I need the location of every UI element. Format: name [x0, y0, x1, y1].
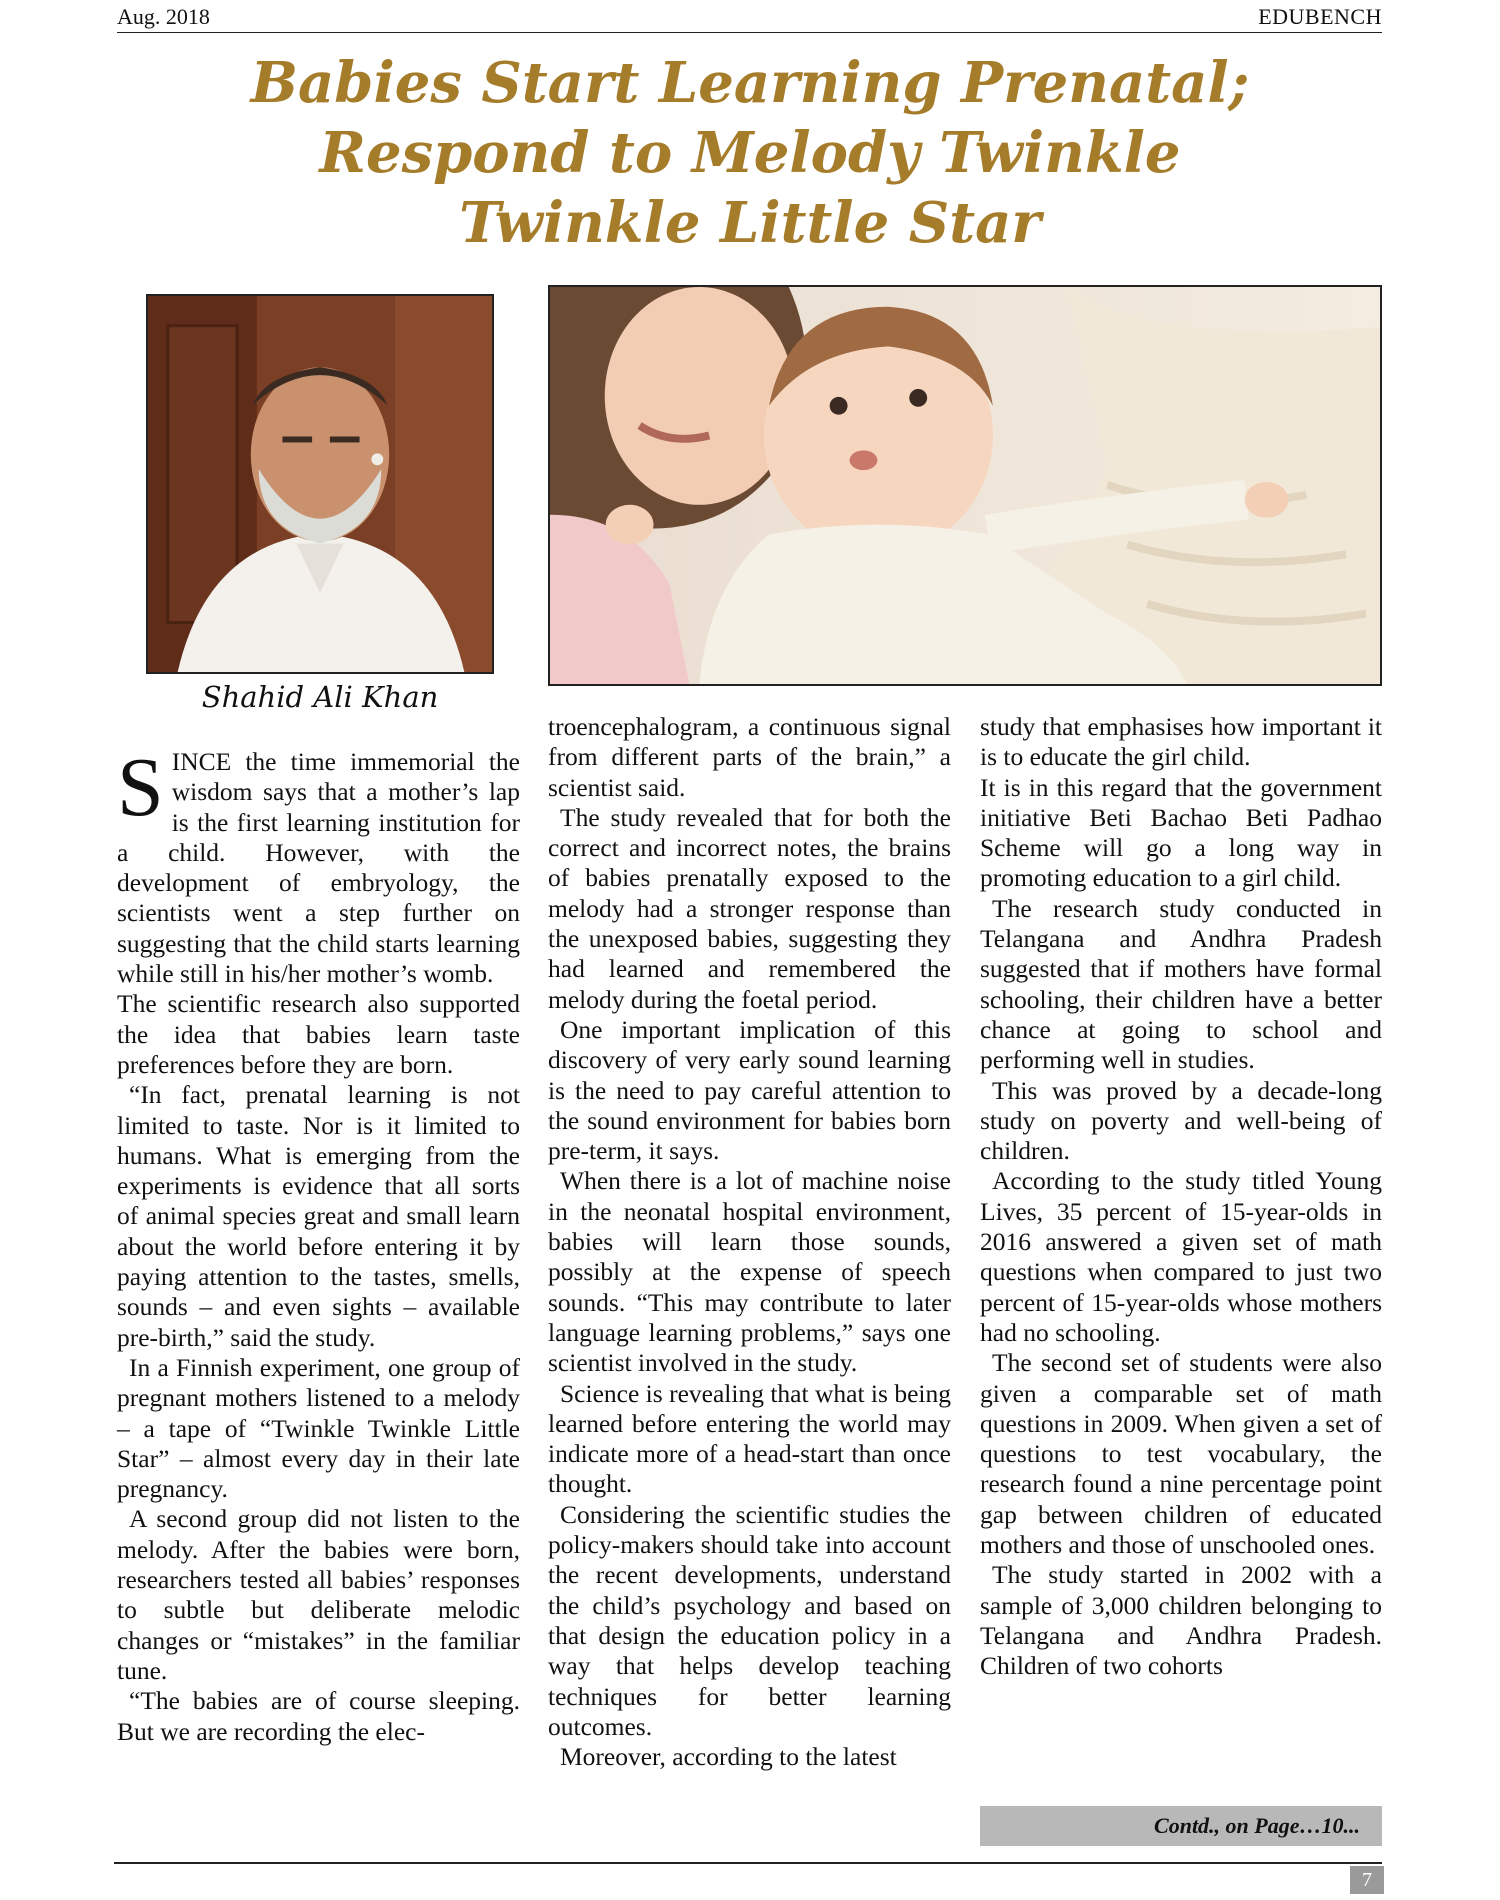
- paragraph: The study started in 2002 with a sample of 3,000 children belonging to Telangana and Andhra Pradesh. Children of two cohorts: [980, 1560, 1382, 1681]
- paragraph: One important implication of this discovery of very early sound learning is the need to pay careful attention to the sound environment for babies born pre-term, it says.: [548, 1014, 951, 1166]
- paragraph: troencephalogram, a continuous signal from different parts of the brain,” a scientist said.: [548, 712, 951, 802]
- paragraph: A second group did not listen to the melody. After the babies were born, researchers tested all babies’ responses to subtle but deliberate melodic changes or “mistakes” in the familiar tune.: [117, 1504, 520, 1685]
- title-line: Respond to Melody Twinkle: [319, 120, 1181, 186]
- paragraph: In a Finnish experiment, one group of pregnant mothers listened to a melody – a tape of “Twinkle Twinkle Little Star” – almost every day in their late pregnancy.: [117, 1352, 520, 1504]
- mother-baby-photo: [548, 285, 1382, 686]
- paragraph: The research study conducted in Telangana and Andhra Pradesh suggested that if mothers have formal schooling, their children have a better chance at going to school and performing well in studies.: [980, 893, 1382, 1075]
- author-photo: [146, 294, 494, 674]
- paragraph: SINCE the time immemorial the wisdom says that a mother’s lap is the first learning institution for a child. However, with the development of embryology, the scientists went a step further on suggesting that the child starts learning while still in his/her mother’s womb.: [117, 741, 520, 989]
- footer-rule: [114, 1862, 1382, 1864]
- paragraph: This was proved by a decade-long study on poverty and well-being of children.: [980, 1075, 1382, 1166]
- article-title: [200, 48, 1300, 258]
- paragraph: Moreover, according to the latest: [560, 1742, 897, 1772]
- page-number: 7: [1350, 1866, 1384, 1894]
- author-byline: Shahid Ali Khan: [201, 680, 439, 714]
- issue-date: Aug. 2018: [117, 4, 210, 29]
- article-column-1: [117, 741, 520, 1747]
- paragraph: The study revealed that for both the correct and incorrect notes, the brains of babies prenatally exposed to the melody had a stronger response than the unexposed babies, suggesting they had learned and remembered the melody during the foetal period.: [548, 802, 951, 1014]
- paragraph: The scientific research also supported the idea that babies learn taste preferences before they are born.: [117, 989, 520, 1079]
- publication-name: EDUBENCH: [1258, 4, 1382, 29]
- paragraph: Science is revealing that what is being learned before entering the world may indicate more of a head-start than once thought.: [548, 1378, 951, 1499]
- continued-notice: Contd., on Page…10...: [980, 1806, 1382, 1846]
- article-column-3: [980, 712, 1382, 1682]
- title-line: Babies Start Learning Prenatal;: [250, 50, 1250, 116]
- drop-cap: S: [117, 741, 164, 834]
- paragraph: The second set of students were also given a comparable set of math questions in 2009. When given a set of questions to test vocabulary, the research found a nine percentage point gap between children of educated mothers and those of unschooled ones.: [980, 1348, 1382, 1560]
- paragraph: According to the study titled Young Lives, 35 percent of 15-year-olds in 2016 answered a given set of math questions when compared to just two percent of 15-year-olds whose mothers had no schooling.: [980, 1166, 1382, 1347]
- paragraph: It is in this regard that the government initiative Beti Bachao Beti Padhao Scheme will go a long way in promoting education to a girl child.: [980, 772, 1382, 893]
- paragraph: When there is a lot of machine noise in the neonatal hospital environment, babies will learn those sounds, possibly at the expense of speech sounds. “This may contribute to later language learning problems,” says one scientist involved in the study.: [548, 1166, 951, 1378]
- title-line: Twinkle Little Star: [459, 190, 1041, 256]
- header-rule: [117, 32, 1382, 33]
- paragraph: “In fact, prenatal learning is not limited to taste. Nor is it limited to humans. What is emerging from the experiments is evidence that all sorts of animal species great and small learn about the world before entering it by paying attention to the tastes, smells, sounds – and even sights – available pre-birth,” said the study.: [117, 1080, 520, 1352]
- paragraph: study that emphasises how important it is to educate the girl child.: [980, 712, 1382, 772]
- paragraph: Considering the scientific studies the policy-makers should take into account the recent developments, understand the child’s psychology and based on that design the education policy in a way that helps develop teaching techniques for better learning outcomes.: [548, 1499, 951, 1741]
- paragraph: “The babies are of course sleeping. But we are recording the elec-: [117, 1686, 520, 1746]
- article-column-2: [548, 712, 951, 1772]
